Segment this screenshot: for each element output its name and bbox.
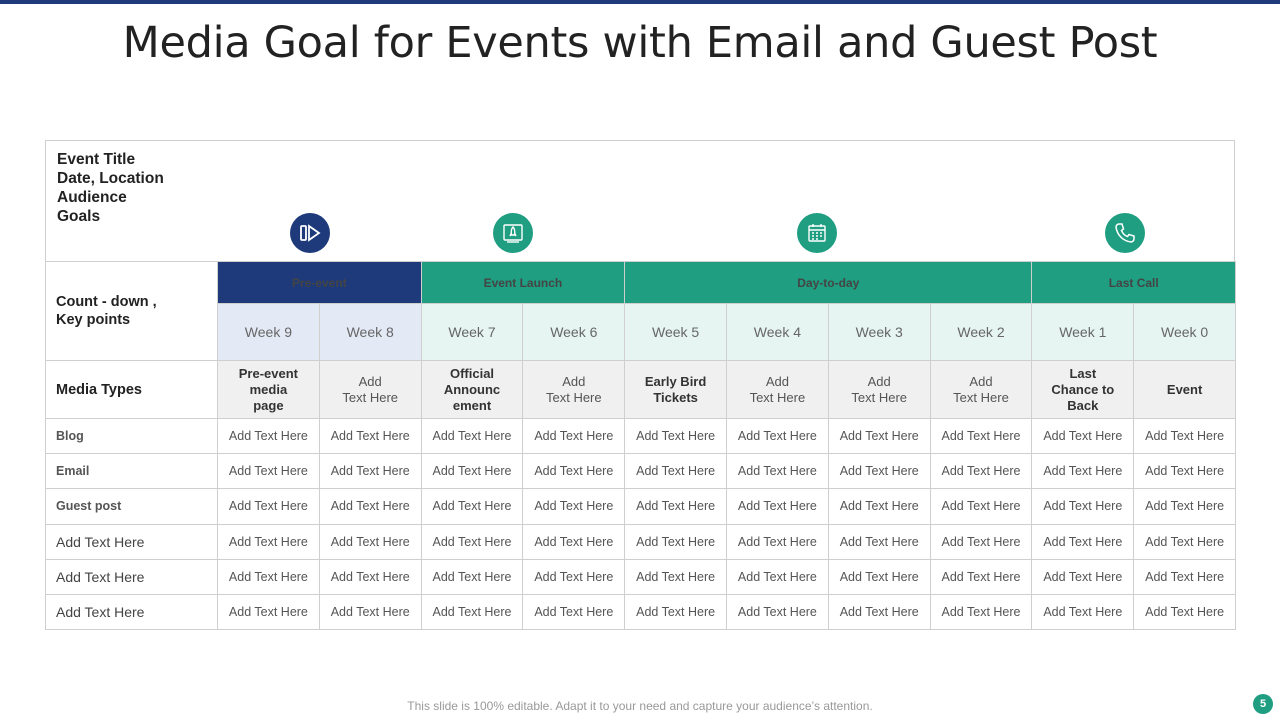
week-cell: Week 3 <box>828 304 930 361</box>
media-type-line: Early Bird <box>644 373 707 389</box>
media-type-cell <box>1032 361 1134 419</box>
table-cell[interactable]: Add Text Here <box>1032 594 1134 629</box>
table-cell[interactable]: Add Text Here <box>218 454 320 489</box>
week-cell: Week 4 <box>727 304 829 361</box>
table-row <box>46 594 1236 629</box>
media-type-line: media <box>249 381 288 397</box>
media-type-line: page <box>253 397 284 413</box>
event-info-block <box>45 140 1235 262</box>
media-type-line: Text Here <box>851 389 908 405</box>
media-type-cell <box>319 361 421 419</box>
calendar-icon <box>797 213 837 253</box>
table-cell[interactable]: Add Text Here <box>218 524 320 559</box>
phase-day-to-day: Day-to-day <box>625 262 1032 304</box>
event-info-line: Event Title <box>57 151 136 168</box>
event-info-line: Goals <box>57 208 101 225</box>
media-type-line: Text Here <box>749 389 806 405</box>
row-label: Add Text Here <box>46 559 218 594</box>
table-cell[interactable]: Add Text Here <box>319 524 421 559</box>
media-type-cell <box>828 361 930 419</box>
media-type-cell <box>930 361 1032 419</box>
event-info-text <box>57 150 164 226</box>
table-cell[interactable]: Add Text Here <box>828 594 930 629</box>
media-type-cell <box>421 361 523 419</box>
table-cell[interactable]: Add Text Here <box>421 454 523 489</box>
footer-note: This slide is 100% editable. Adapt it to your need and capture your audience’s attention. <box>407 699 873 713</box>
week-cell: Week 2 <box>930 304 1032 361</box>
table-cell[interactable]: Add Text Here <box>1032 559 1134 594</box>
table-cell[interactable]: Add Text Here <box>523 489 625 524</box>
row-label: Email <box>46 454 218 489</box>
table-cell[interactable]: Add Text Here <box>421 419 523 454</box>
row-label: Guest post <box>46 489 218 524</box>
table-cell[interactable]: Add Text Here <box>319 559 421 594</box>
table-cell[interactable]: Add Text Here <box>625 489 727 524</box>
table-cell[interactable]: Add Text Here <box>421 524 523 559</box>
week-cell: Week 8 <box>319 304 421 361</box>
phone-icon <box>1105 213 1145 253</box>
table-cell[interactable]: Add Text Here <box>1032 524 1134 559</box>
table-cell[interactable]: Add Text Here <box>828 489 930 524</box>
table-cell[interactable]: Add Text Here <box>319 489 421 524</box>
phase-event-launch: Event Launch <box>421 262 625 304</box>
table-cell[interactable]: Add Text Here <box>523 524 625 559</box>
table-cell[interactable]: Add Text Here <box>1134 454 1236 489</box>
table-cell[interactable]: Add Text Here <box>930 559 1032 594</box>
table-cell[interactable]: Add Text Here <box>828 559 930 594</box>
media-type-line: Add <box>562 373 586 389</box>
week-cell: Week 1 <box>1032 304 1134 361</box>
table-cell[interactable]: Add Text Here <box>1032 419 1134 454</box>
table-cell[interactable]: Add Text Here <box>218 559 320 594</box>
table-cell[interactable]: Add Text Here <box>625 454 727 489</box>
table-cell[interactable]: Add Text Here <box>1134 559 1236 594</box>
phase-header-row <box>46 262 1236 304</box>
event-info-line: Audience <box>57 189 127 206</box>
media-type-cell <box>218 361 320 419</box>
media-type-cell <box>523 361 625 419</box>
phase-last-call: Last Call <box>1032 262 1236 304</box>
table-cell[interactable]: Add Text Here <box>930 594 1032 629</box>
media-goal-table <box>45 261 1236 630</box>
table-cell[interactable]: Add Text Here <box>625 524 727 559</box>
media-type-cell <box>625 361 727 419</box>
table-cell[interactable]: Add Text Here <box>930 524 1032 559</box>
week-cell: Week 7 <box>421 304 523 361</box>
media-type-line: ement <box>452 397 492 413</box>
table-cell[interactable]: Add Text Here <box>218 419 320 454</box>
table-cell[interactable]: Add Text Here <box>319 594 421 629</box>
media-type-line: Text Here <box>953 389 1009 405</box>
table-cell[interactable]: Add Text Here <box>930 419 1032 454</box>
media-type-line: Add <box>765 373 789 389</box>
media-type-line: Add <box>969 373 993 389</box>
top-accent-bar <box>0 0 1280 4</box>
table-cell[interactable]: Add Text Here <box>218 489 320 524</box>
phase-pre-event: Pre-event <box>218 262 422 304</box>
week-cell: Week 5 <box>625 304 727 361</box>
table-cell[interactable]: Add Text Here <box>319 419 421 454</box>
media-type-line: Official <box>449 365 495 381</box>
media-type-cell <box>1134 361 1236 419</box>
table-cell[interactable]: Add Text Here <box>727 594 829 629</box>
week-cell: Week 6 <box>523 304 625 361</box>
table-cell[interactable]: Add Text Here <box>828 454 930 489</box>
media-type-line: Pre-event <box>238 365 299 381</box>
media-type-line: Event <box>1166 381 1203 397</box>
table-cell[interactable]: Add Text Here <box>1032 454 1134 489</box>
row-label: Add Text Here <box>46 594 218 629</box>
rocket-launch-icon <box>493 213 533 253</box>
table-cell[interactable]: Add Text Here <box>421 594 523 629</box>
table-cell[interactable]: Add Text Here <box>930 489 1032 524</box>
media-type-cell <box>727 361 829 419</box>
table-cell[interactable]: Add Text Here <box>727 489 829 524</box>
table-cell[interactable]: Add Text Here <box>1032 489 1134 524</box>
table-row <box>46 454 1236 489</box>
table-cell[interactable]: Add Text Here <box>1134 489 1236 524</box>
media-type-line: Add <box>358 373 382 389</box>
table-body <box>46 419 1236 630</box>
table-cell[interactable]: Add Text Here <box>1134 419 1236 454</box>
table-cell[interactable]: Add Text Here <box>1134 524 1236 559</box>
page-title: Media Goal for Events with Email and Guest Post <box>122 18 1158 68</box>
table-cell[interactable]: Add Text Here <box>625 594 727 629</box>
table-cell[interactable]: Add Text Here <box>727 454 829 489</box>
table-cell[interactable]: Add Text Here <box>1134 594 1236 629</box>
media-type-line: Last <box>1069 365 1097 381</box>
play-forward-icon <box>290 213 330 253</box>
media-type-line: Back <box>1067 397 1099 413</box>
media-types-label: Media Types <box>46 361 218 419</box>
table-row <box>46 559 1236 594</box>
table-cell[interactable]: Add Text Here <box>523 559 625 594</box>
event-info-line: Date, Location <box>57 170 164 187</box>
media-type-line: Text Here <box>545 389 602 405</box>
table-cell[interactable]: Add Text Here <box>727 524 829 559</box>
table-cell[interactable]: Add Text Here <box>625 419 727 454</box>
table-cell[interactable]: Add Text Here <box>523 419 625 454</box>
week-cell: Week 9 <box>218 304 320 361</box>
table-cell[interactable]: Add Text Here <box>930 454 1032 489</box>
table-cell[interactable]: Add Text Here <box>421 559 523 594</box>
table-cell[interactable]: Add Text Here <box>218 594 320 629</box>
week-cell: Week 0 <box>1134 304 1236 361</box>
media-type-line: Announc <box>443 381 501 397</box>
media-type-line: Text Here <box>342 389 399 405</box>
table-cell[interactable]: Add Text Here <box>828 419 930 454</box>
table-row <box>46 419 1236 454</box>
media-type-line: Chance to <box>1051 381 1115 397</box>
table-cell[interactable]: Add Text Here <box>523 454 625 489</box>
table-cell[interactable]: Add Text Here <box>727 559 829 594</box>
table-cell[interactable]: Add Text Here <box>523 594 625 629</box>
countdown-label <box>46 262 218 361</box>
table-cell[interactable]: Add Text Here <box>421 489 523 524</box>
table-cell[interactable]: Add Text Here <box>727 419 829 454</box>
table-cell[interactable]: Add Text Here <box>828 524 930 559</box>
table-row <box>46 489 1236 524</box>
row-label: Blog <box>46 419 218 454</box>
table-cell[interactable]: Add Text Here <box>319 454 421 489</box>
table-row <box>46 524 1236 559</box>
countdown-label-line: Key points <box>56 312 131 328</box>
row-label: Add Text Here <box>46 524 218 559</box>
countdown-label-line: Count - down , <box>56 294 157 310</box>
week-row <box>46 304 1236 361</box>
media-type-line: Tickets <box>653 389 698 405</box>
table-cell[interactable]: Add Text Here <box>625 559 727 594</box>
media-types-row <box>46 361 1236 419</box>
media-type-line: Add <box>867 373 891 389</box>
page-number-badge: 5 <box>1253 694 1273 714</box>
